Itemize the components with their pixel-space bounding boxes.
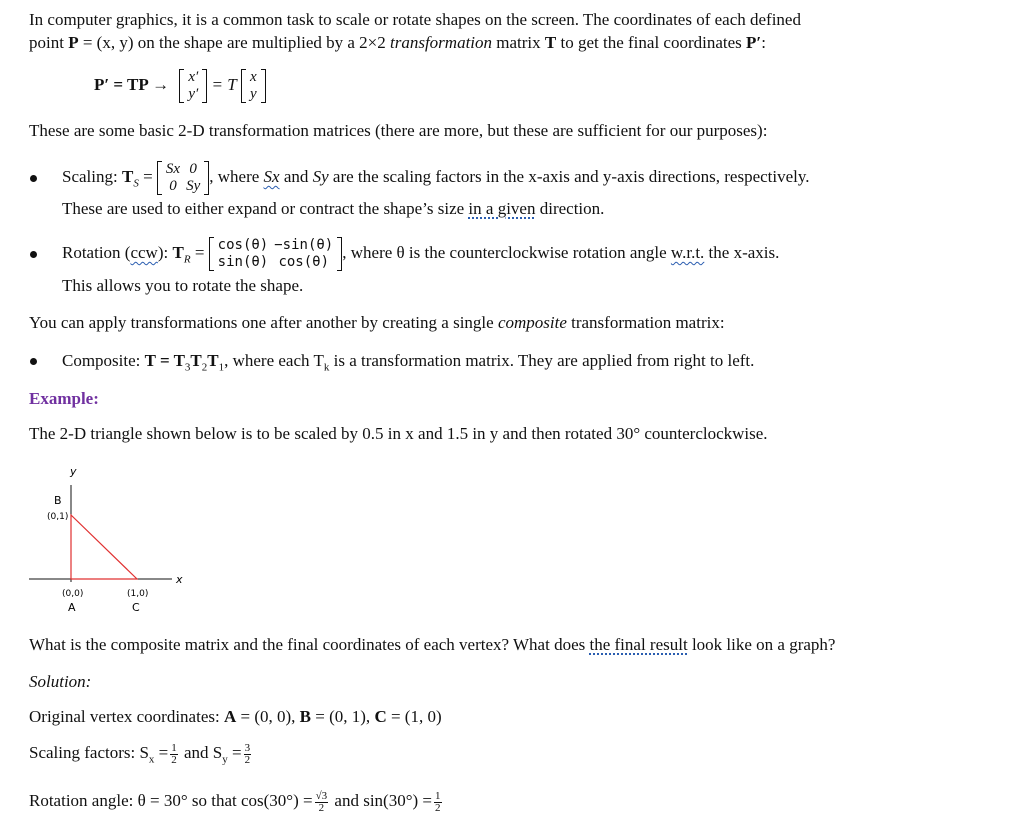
rotation-desc: This allows you to rotate the shape. (62, 276, 304, 295)
x-axis-label: x (176, 573, 183, 586)
rotation-angle: Rotation angle: θ = 30° so that cos(30°) = $\frac{√3}{2}$ and sin(30°) = $\frac{1}{2}$ (29, 789, 441, 814)
vertex-a-label: A (68, 601, 76, 614)
matrices-intro: These are some basic 2-D transformation matrices (there are more, but these are sufficient for our purposes): (29, 121, 768, 140)
vertex-b-coord: (0,1) (47, 512, 69, 522)
bullet-dot (30, 358, 37, 365)
example-text: The 2-D triangle shown below is to be scaled by 0.5 in x and 1.5 in y and then rotated 30° counterclockwise. (29, 424, 768, 443)
bullet-dot (30, 251, 37, 258)
transform-formula: P′ = TP → x′ y′ = T x y (94, 66, 266, 104)
vertex-c-label: C (132, 601, 140, 614)
original-coords: Original vertex coordinates: A = (0, 0), B = (0, 1), C = (1, 0) (29, 707, 442, 726)
composite-item: Composite: $T = T_3T_2T_1$, where each $T_k$ is a transformation matrix. They are applied from right to left. (62, 351, 755, 374)
vertex-a-coord: (0,0) (62, 589, 84, 599)
y-axis-label: y (70, 465, 77, 478)
intro-line-1: In computer graphics, it is a common task to scale or rotate shapes on the screen. The coordinates of each defined (29, 10, 801, 29)
triangle-graph (0, 455, 220, 620)
solution-label: Solution: (29, 672, 92, 691)
triangle-shape (71, 515, 137, 579)
rotation-item: Rotation (ccw): $T_R$ = cos(θ) −sin(θ) sin(θ) cos(θ) , where θ is the counterclockwise rotation angle w.r.t. the x-axis. (62, 237, 780, 271)
composite-intro: You can apply transformations one after another by creating a single composite transformation matrix: (29, 313, 725, 332)
example-label: Example: (29, 389, 99, 408)
intro-line-2: point P = (x, y) on the shape are multiplied by a 2×2 transformation matrix T to get the final coordinates P′: (29, 33, 766, 52)
scaling-factors: Scaling factors: $S_x$ = $\frac{1}{2}$ and $S_y$ = $\frac{3}{2}$ (29, 741, 251, 766)
bullet-dot (30, 175, 37, 182)
vertex-b-label: B (54, 494, 62, 507)
vertex-c-coord: (1,0) (127, 589, 149, 599)
scaling-desc: These are used to either expand or contract the shape’s size in a given direction. (62, 199, 605, 218)
question-text: What is the composite matrix and the final coordinates of each vertex? What does the final result look like on a graph? (29, 635, 836, 654)
scaling-item: Scaling: $T_S$ = Sx 0 0 Sy , where Sx and Sy are the scaling factors in the x-axis and y-axis directions, respectively. (62, 161, 810, 195)
